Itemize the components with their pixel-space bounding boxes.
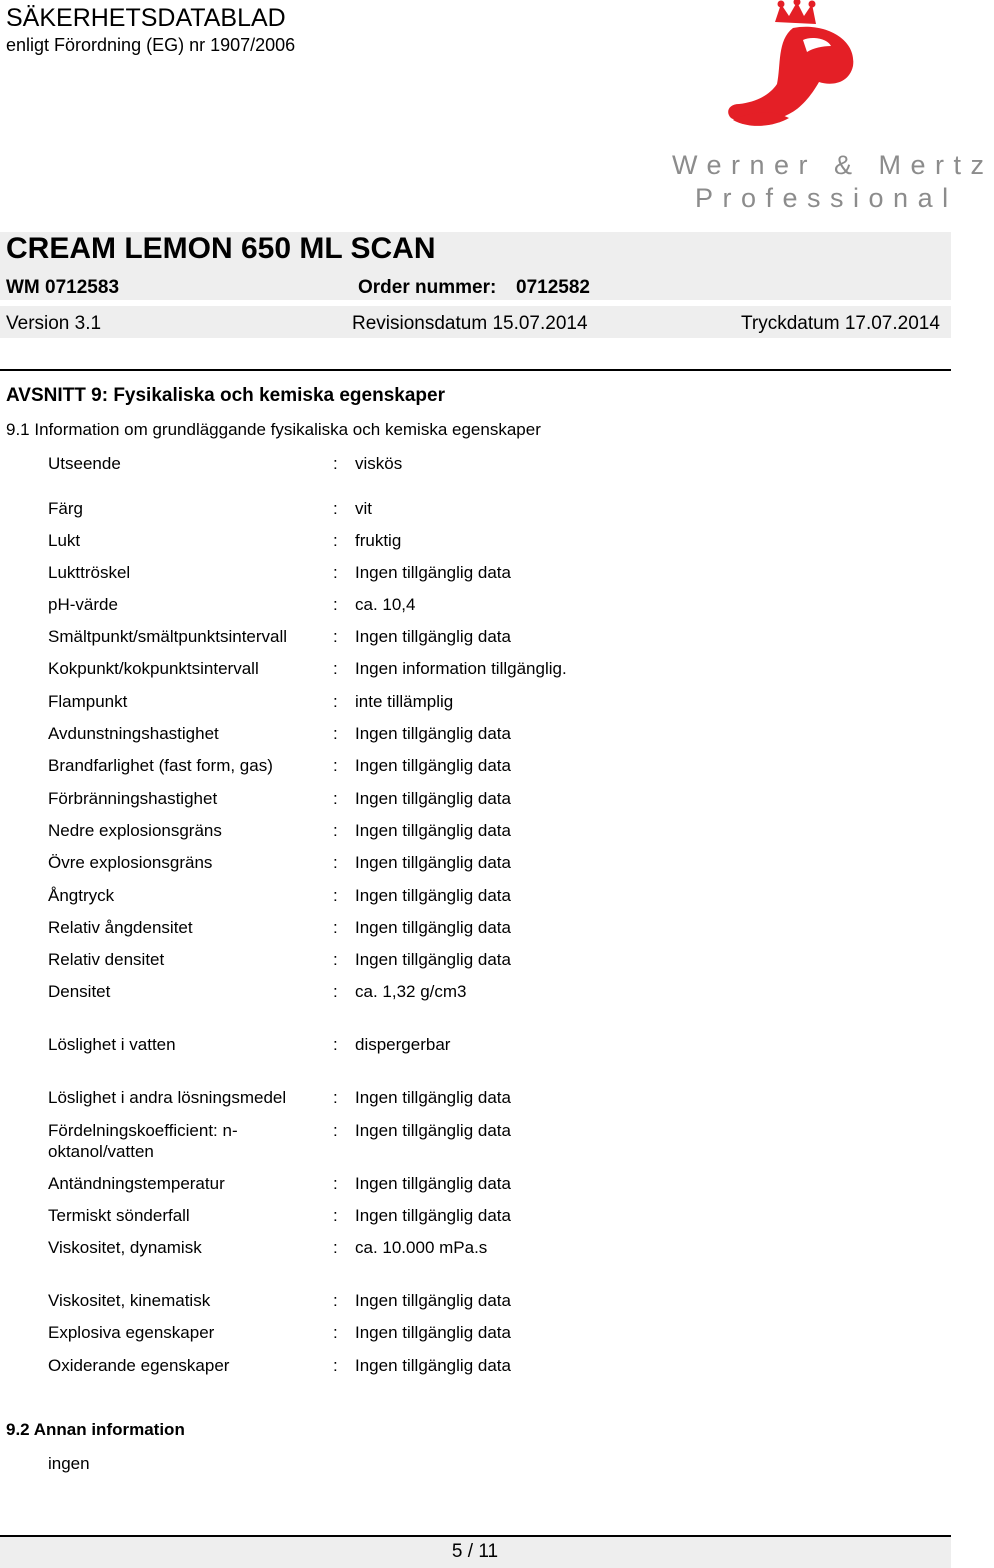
property-colon: : xyxy=(333,1206,338,1225)
property-value: fruktig xyxy=(355,531,402,550)
property-value: Ingen tillgänglig data xyxy=(355,918,511,937)
property-value: Ingen tillgänglig data xyxy=(355,853,511,872)
property-value: Ingen tillgänglig data xyxy=(355,1323,511,1342)
property-label: Flampunkt xyxy=(48,692,128,711)
subsection-heading: 9.1 Information om grundläggande fysikaliska och kemiska egenskaper xyxy=(6,420,541,439)
property-label: Viskositet, dynamisk xyxy=(48,1238,202,1257)
property-colon: : xyxy=(333,886,338,905)
property-colon: : xyxy=(333,1323,338,1342)
property-colon: : xyxy=(333,821,338,840)
property-label: Fördelningskoefficient: n-oktanol/vatten xyxy=(48,1121,238,1161)
property-value: Ingen tillgänglig data xyxy=(355,886,511,905)
property-label: Relativ ångdensitet xyxy=(48,918,193,937)
logo-text-line1: Werner & Mertz xyxy=(672,150,994,180)
property-value: Ingen tillgänglig data xyxy=(355,789,511,808)
divider xyxy=(0,369,951,371)
property-label: Viskositet, kinematisk xyxy=(48,1291,211,1310)
property-colon: : xyxy=(333,982,338,1001)
product-name: CREAM LEMON 650 ML SCAN xyxy=(6,232,436,265)
property-label: Densitet xyxy=(48,982,111,1001)
property-colon: : xyxy=(333,1356,338,1375)
property-value: Ingen tillgänglig data xyxy=(355,627,511,646)
property-colon: : xyxy=(333,1174,338,1193)
other-information: ingen xyxy=(48,1454,90,1473)
property-label: Antändningstemperatur xyxy=(48,1174,225,1193)
property-colon: : xyxy=(333,563,338,582)
property-value: Ingen tillgänglig data xyxy=(355,1356,511,1375)
property-colon: : xyxy=(333,918,338,937)
property-value: Ingen tillgänglig data xyxy=(355,821,511,840)
property-colon: : xyxy=(333,454,338,473)
property-label: Lukttröskel xyxy=(48,563,131,582)
property-value: vit xyxy=(355,499,372,518)
property-value: Ingen tillgänglig data xyxy=(355,1291,511,1310)
property-value: ca. 10,4 xyxy=(355,595,416,614)
property-colon: : xyxy=(333,595,338,614)
property-value: Ingen tillgänglig data xyxy=(355,1121,511,1140)
property-label: Förbränningshastighet xyxy=(48,789,218,808)
property-value: ca. 10.000 mPa.s xyxy=(355,1238,488,1257)
property-colon: : xyxy=(333,724,338,743)
property-label: Relativ densitet xyxy=(48,950,165,969)
property-value: Ingen tillgänglig data xyxy=(355,1088,511,1107)
property-label: pH-värde xyxy=(48,595,118,614)
property-value: Ingen information tillgänglig. xyxy=(355,659,567,678)
property-value: Ingen tillgänglig data xyxy=(355,756,511,775)
section-heading: AVSNITT 9: Fysikaliska och kemiska egenskaper xyxy=(6,385,445,406)
subsection-heading-2: 9.2 Annan information xyxy=(6,1420,185,1439)
wm-number: WM 0712583 xyxy=(6,277,120,298)
frog-crown-icon xyxy=(715,0,865,140)
property-label: Kokpunkt/kokpunktsintervall xyxy=(48,659,259,678)
property-label: Oxiderande egenskaper xyxy=(48,1356,230,1375)
property-colon: : xyxy=(333,756,338,775)
revision-date: Revisionsdatum 15.07.2014 xyxy=(352,313,588,334)
property-value: ca. 1,32 g/cm3 xyxy=(355,982,467,1001)
property-label: Färg xyxy=(48,499,83,518)
property-colon: : xyxy=(333,627,338,646)
property-value: Ingen tillgänglig data xyxy=(355,724,511,743)
property-value: dispergerbar xyxy=(355,1035,451,1054)
property-colon: : xyxy=(333,659,338,678)
print-date: Tryckdatum 17.07.2014 xyxy=(741,313,940,334)
property-label: Smältpunkt/smältpunktsintervall xyxy=(48,627,288,646)
document-subtitle: enligt Förordning (EG) nr 1907/2006 xyxy=(6,35,296,55)
property-colon: : xyxy=(333,499,338,518)
property-value: Ingen tillgänglig data xyxy=(355,950,511,969)
property-colon: : xyxy=(333,692,338,711)
property-label: Löslighet i vatten xyxy=(48,1035,176,1054)
property-colon: : xyxy=(333,1121,338,1140)
property-colon: : xyxy=(333,1238,338,1257)
property-value: viskös xyxy=(355,454,403,473)
property-label: Lukt xyxy=(48,531,81,550)
property-label: Explosiva egenskaper xyxy=(48,1323,215,1342)
order-number-value: 0712582 xyxy=(516,277,590,298)
property-colon: : xyxy=(333,1291,338,1310)
page-number: 5 / 11 xyxy=(451,1541,499,1562)
property-label: Ångtryck xyxy=(48,886,115,905)
property-label: Utseende xyxy=(48,454,121,473)
logo-text-line2: Professional xyxy=(695,183,958,213)
property-label: Övre explosionsgräns xyxy=(48,853,213,872)
property-colon: : xyxy=(333,789,338,808)
property-value: Ingen tillgänglig data xyxy=(355,1174,511,1193)
property-label: Avdunstningshastighet xyxy=(48,724,219,743)
property-label: Termiskt sönderfall xyxy=(48,1206,190,1225)
property-colon: : xyxy=(333,1035,338,1054)
property-value: Ingen tillgänglig data xyxy=(355,563,511,582)
property-label: Brandfarlighet (fast form, gas) xyxy=(48,756,273,775)
property-colon: : xyxy=(333,853,338,872)
property-label: Löslighet i andra lösningsmedel xyxy=(48,1088,287,1107)
version: Version 3.1 xyxy=(6,313,102,334)
property-value: Ingen tillgänglig data xyxy=(355,1206,511,1225)
property-value: inte tillämplig xyxy=(355,692,454,711)
property-colon: : xyxy=(333,1088,338,1107)
property-label: Nedre explosionsgräns xyxy=(48,821,222,840)
order-number-label: Order nummer: xyxy=(358,277,497,298)
property-colon: : xyxy=(333,950,338,969)
werner-mertz-logo xyxy=(655,0,994,215)
property-colon: : xyxy=(333,531,338,550)
document-title: SÄKERHETSDATABLAD xyxy=(6,4,286,32)
